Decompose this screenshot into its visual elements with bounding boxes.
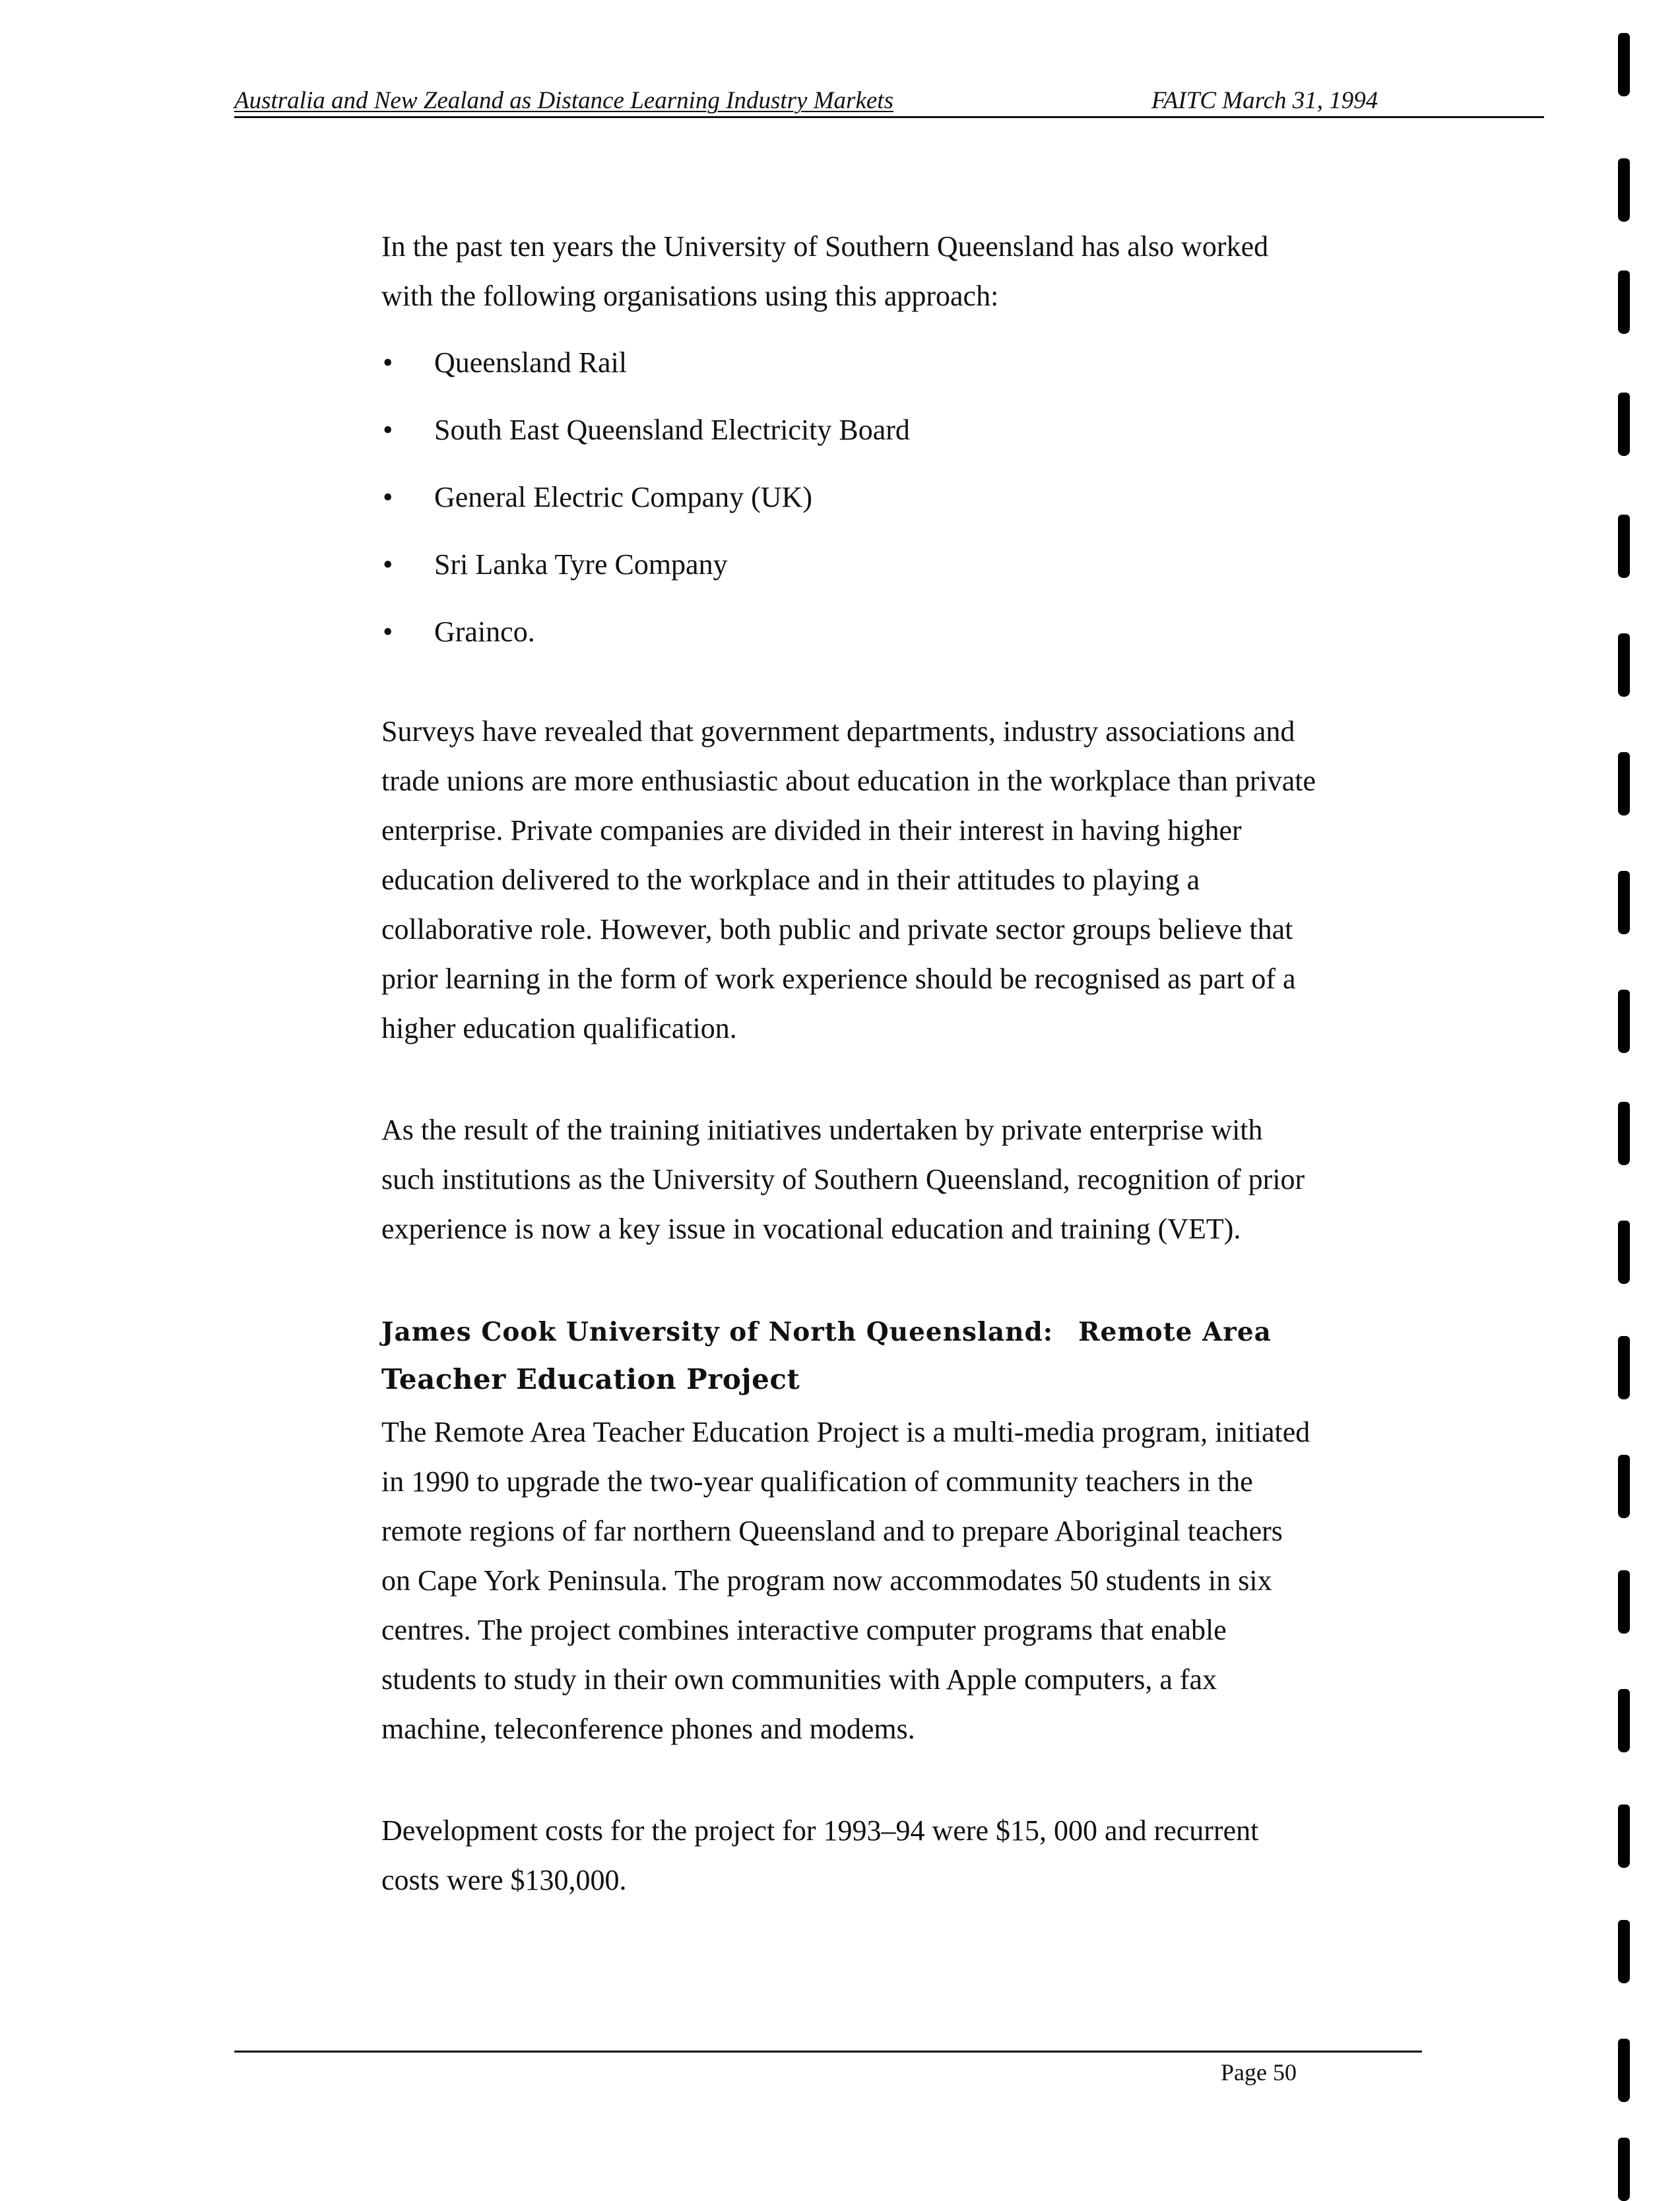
bullet-icon: • — [383, 346, 393, 379]
text-line: with the following organisations using this approach: — [381, 280, 999, 312]
page-number: Page 50 — [1221, 2059, 1297, 2086]
list-item-text: Sri Lanka Tyre Company — [434, 548, 728, 581]
list-item-text: General Electric Company (UK) — [434, 481, 812, 513]
list-item — [381, 540, 1371, 607]
binding-hole-icon — [1618, 271, 1630, 334]
list-item — [381, 607, 1371, 674]
text-line: costs were $130,000. — [381, 1864, 627, 1896]
binding-hole-icon — [1618, 633, 1630, 697]
section-heading — [381, 1308, 1424, 1403]
binding-hole-icon — [1618, 33, 1630, 96]
text-line: As the result of the training initiatives undertaken by private enterprise with — [381, 1114, 1263, 1146]
binding-hole-icon — [1618, 752, 1630, 815]
heading-line-1 — [381, 1308, 1424, 1356]
header-date: FAITC March 31, 1994 — [1151, 87, 1378, 114]
bullet-icon: • — [383, 481, 393, 513]
binding-hole-icon — [1618, 2039, 1630, 2102]
list-item — [381, 472, 1371, 540]
binding-hole-icon — [1618, 515, 1630, 578]
binding-hole-icon — [1618, 990, 1630, 1053]
binding-hole-icon — [1618, 1221, 1630, 1284]
bullet-icon: • — [383, 616, 393, 648]
project-paragraph — [381, 1407, 1424, 1754]
text-line: In the past ten years the University of Southern Queensland has also worked — [381, 230, 1269, 263]
text-line: Development costs for the project for 1993–94 were $15, 000 and recurrent — [381, 1814, 1259, 1847]
heading-line-2: Teacher Education Project — [381, 1363, 800, 1395]
bullet-icon: • — [383, 548, 393, 581]
text-line: on Cape York Peninsula. The program now accommodates 50 students in six — [381, 1564, 1272, 1597]
heading-part-1: James Cook University of North Queensland: — [381, 1317, 1054, 1347]
binding-hole-icon — [1618, 871, 1630, 934]
binding-hole-icon — [1618, 1920, 1630, 1983]
text-line: students to study in their own communities with Apple computers, a fax — [381, 1663, 1217, 1696]
footer-rule — [234, 2051, 1422, 2053]
heading-part-2: Remote Area — [1078, 1317, 1272, 1347]
surveys-paragraph — [381, 707, 1424, 1053]
text-line: experience is now a key issue in vocational education and training (VET). — [381, 1213, 1241, 1245]
list-item-text: South East Queensland Electricity Board — [434, 414, 910, 446]
binding-hole-icon — [1618, 158, 1630, 222]
running-header — [234, 82, 1544, 118]
text-line: prior learning in the form of work experience should be recognised as part of a — [381, 963, 1296, 995]
list-item — [381, 405, 1371, 472]
costs-paragraph — [381, 1806, 1424, 1905]
organisation-list — [381, 338, 1371, 674]
text-line: centres. The project combines interactive computer programs that enable — [381, 1614, 1227, 1646]
text-line: higher education qualification. — [381, 1012, 737, 1044]
text-line: The Remote Area Teacher Education Project is a multi-media program, initiated — [381, 1416, 1310, 1448]
binding-hole-icon — [1618, 1689, 1630, 1752]
text-line: machine, teleconference phones and modems. — [381, 1713, 915, 1745]
binding-hole-icon — [1618, 1804, 1630, 1868]
text-line: Surveys have revealed that government departments, industry associations and — [381, 715, 1295, 748]
binding-holes — [1610, 26, 1650, 2177]
intro-paragraph — [381, 222, 1424, 321]
text-line: such institutions as the University of Southern Queensland, recognition of prior — [381, 1163, 1305, 1196]
header-title: Australia and New Zealand as Distance Learning Industry Markets — [234, 87, 893, 114]
result-paragraph — [381, 1105, 1424, 1254]
list-item-text: Grainco. — [434, 616, 535, 648]
list-item — [381, 338, 1371, 405]
text-line: in 1990 to upgrade the two-year qualification of community teachers in the — [381, 1465, 1253, 1498]
text-line: trade unions are more enthusiastic about education in the workplace than private — [381, 765, 1316, 797]
text-line: remote regions of far northern Queensland and to prepare Aboriginal teachers — [381, 1515, 1283, 1547]
binding-hole-icon — [1618, 1336, 1630, 1399]
bullet-icon: • — [383, 414, 393, 446]
binding-hole-icon — [1618, 1570, 1630, 1634]
binding-hole-icon — [1618, 1455, 1630, 1518]
text-line: education delivered to the workplace and in their attitudes to playing a — [381, 864, 1200, 896]
text-line: enterprise. Private companies are divided in their interest in having higher — [381, 814, 1242, 846]
list-item-text: Queensland Rail — [434, 346, 628, 379]
binding-hole-icon — [1618, 2138, 1630, 2201]
binding-hole-icon — [1618, 393, 1630, 456]
text-line: collaborative role. However, both public and private sector groups believe that — [381, 913, 1293, 945]
binding-hole-icon — [1618, 1102, 1630, 1165]
